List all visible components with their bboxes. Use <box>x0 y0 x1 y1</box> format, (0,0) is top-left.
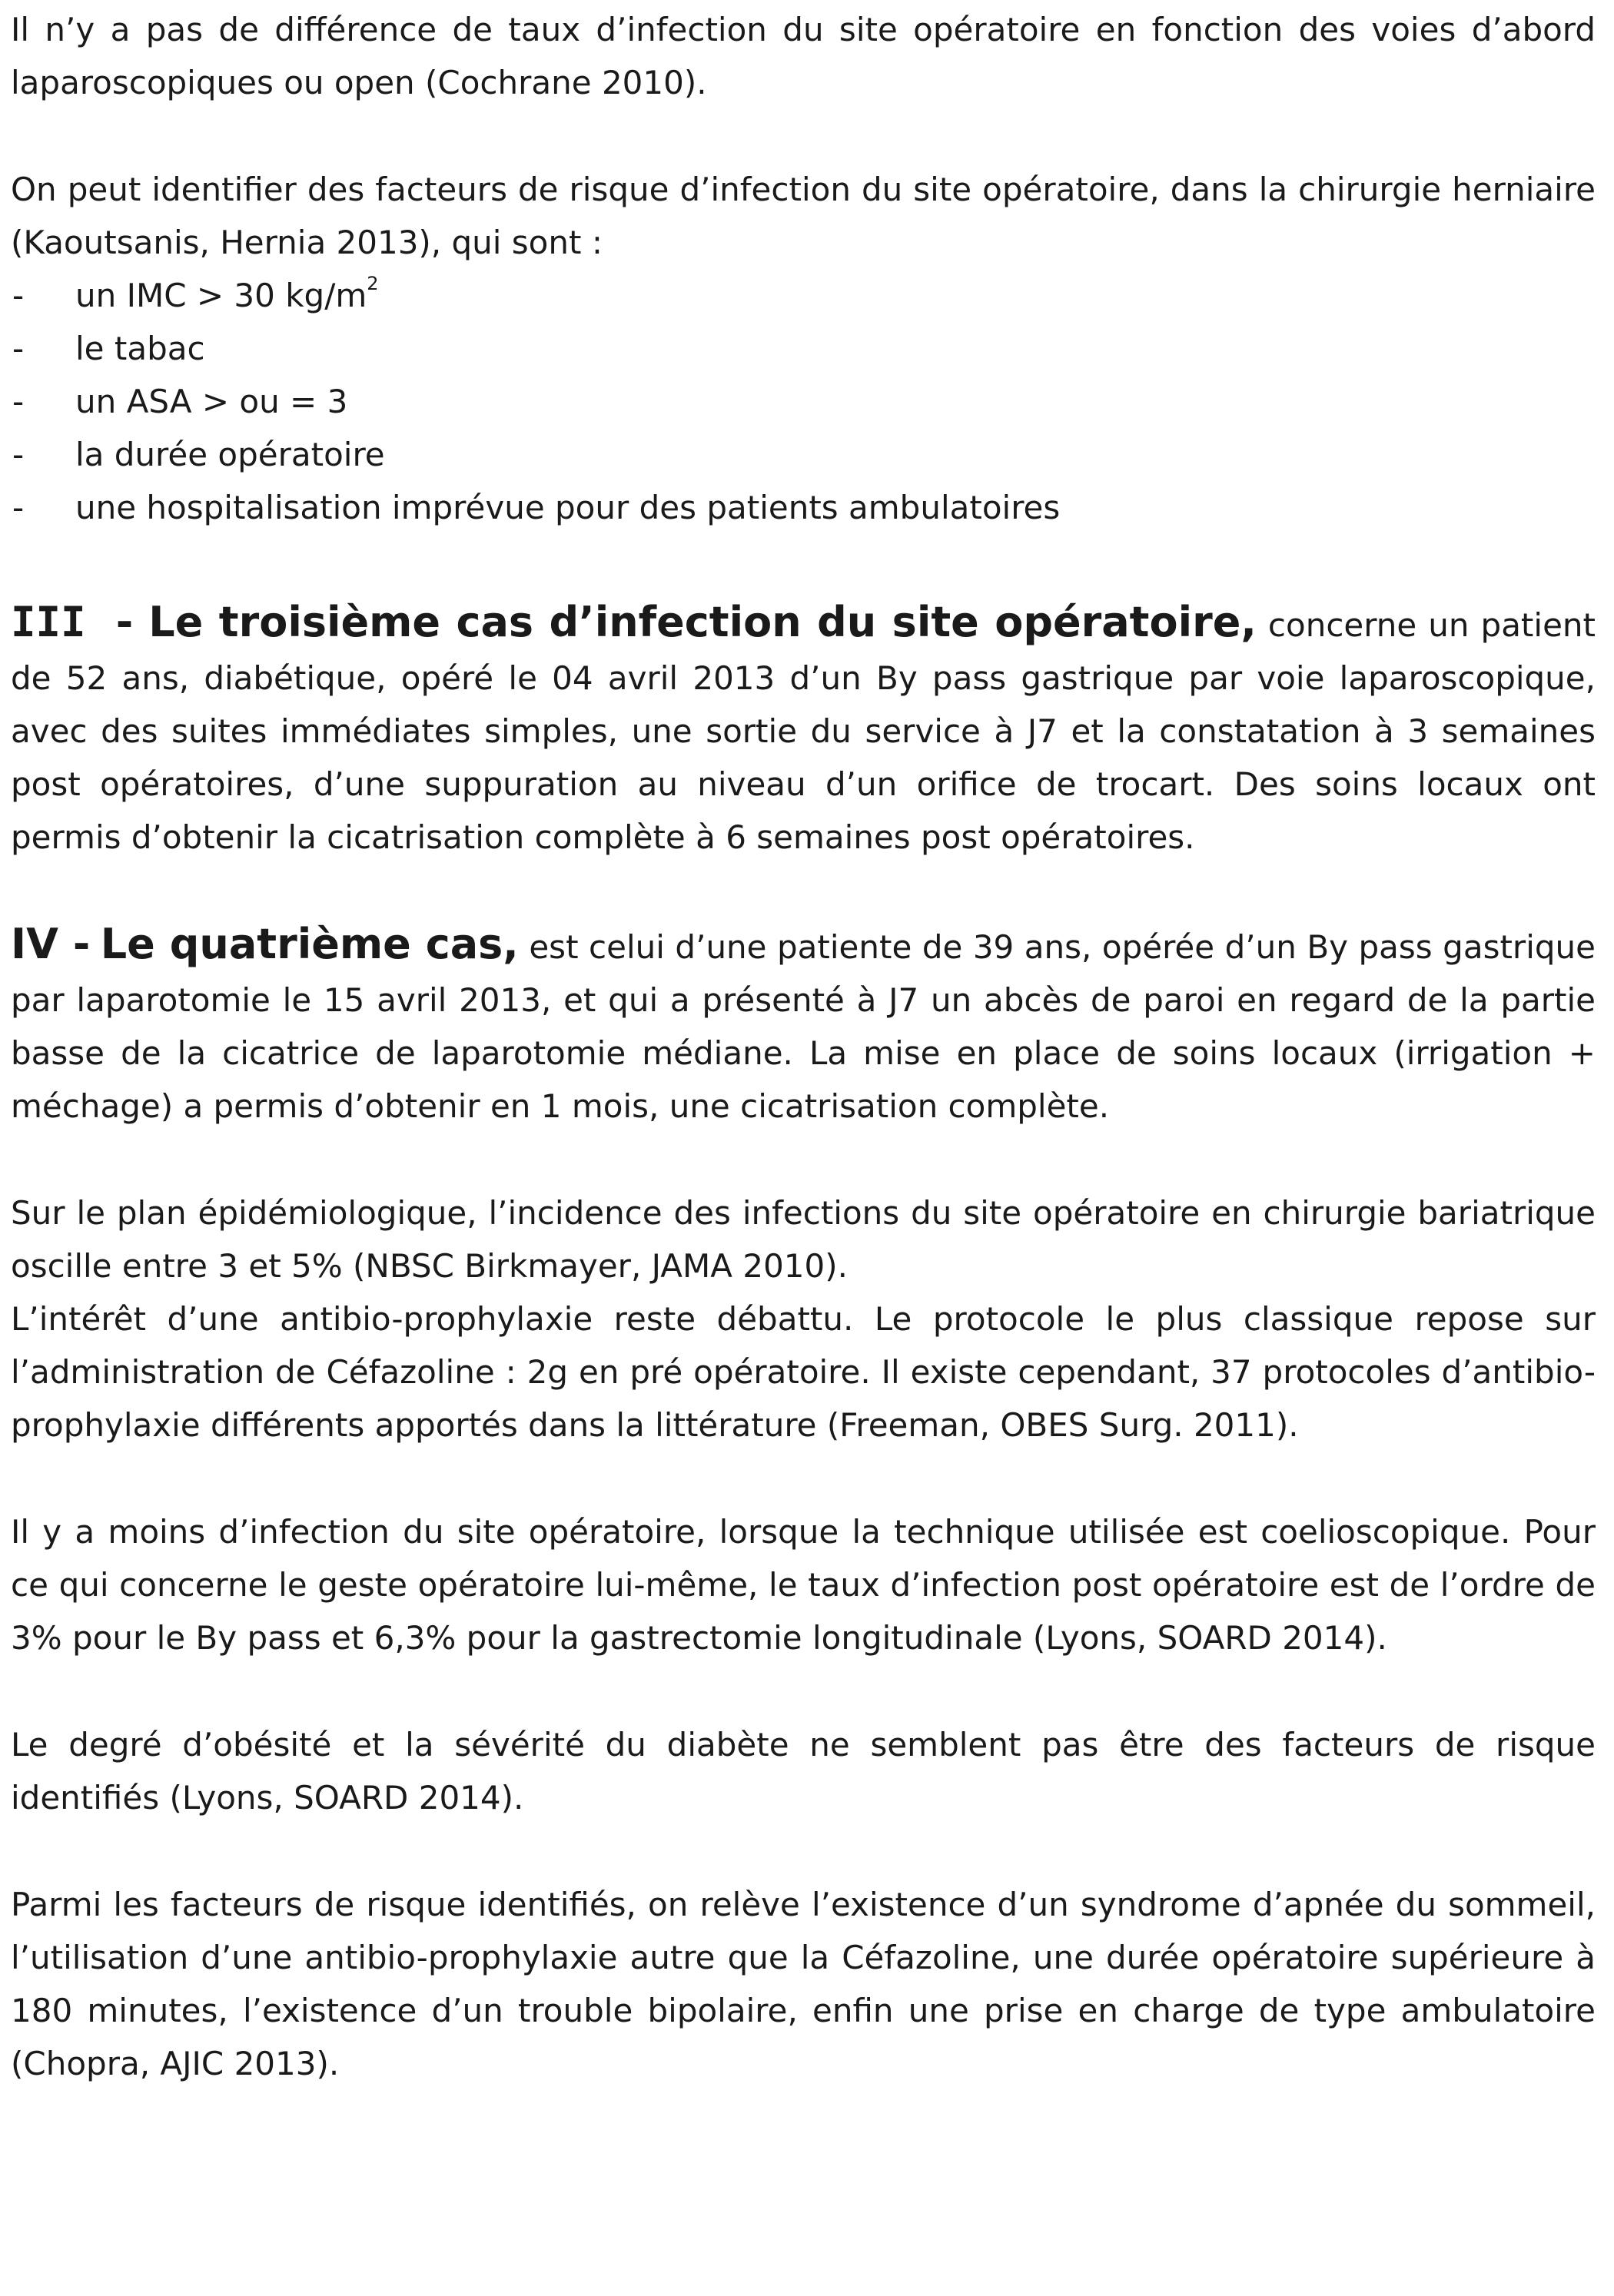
paragraph-identified-risk-factors: Parmi les facteurs de risque identifiés, on relève l’existence d’un syndrome d’apnée du sommeil, l’utilisation d’une antibio-prophylaxie autre que la Céfazoline, une durée opératoire supérieure à 180 minutes, l’existence d’un trouble bipolaire, enfin une prise en charge de type ambulatoire (Chopra, AJIC 2013). <box>11 1886 1596 2082</box>
risk-item-bmi: un IMC > 30 kg/m <box>75 277 367 314</box>
list-item <box>11 481 1596 534</box>
case-four-section <box>11 917 1596 1133</box>
case-four-text: est celui d’une patiente de 39 ans, opérée d’un By pass gastrique par laparotomie le 15 avril 2013, et qui a présenté à J7 un abcès de paroi en regard de la partie basse de la cicatrice de laparotomie médiane. La mise en place de soins locaux (irrigation + méchage) a permis d’obtenir en 1 mois, une cicatrisation complète. <box>11 928 1596 1125</box>
list-dash: - <box>12 330 25 367</box>
paragraph-antibioprophylaxis: L’intérêt d’une antibio-prophylaxie reste débattu. Le protocole le plus classique repose sur l’administration de Céfazoline : 2g en pré opératoire. Il existe cependant, 37 protocoles d’antibio-prophylaxie différents apportés dans la littérature (Freeman, OBES Surg. 2011). <box>11 1300 1596 1444</box>
risk-item-duration: la durée opératoire <box>75 436 385 473</box>
case-three-number: III - <box>11 598 138 646</box>
risk-item-hospitalisation: une hospitalisation imprévue pour des patients ambulatoires <box>75 489 1061 526</box>
paragraph-approach-comparison: Il n’y a pas de différence de taux d’infection du site opératoire en fonction des voies d’abord laparoscopiques ou open (Cochrane 2010). <box>11 11 1596 101</box>
list-item <box>11 428 1596 481</box>
list-item <box>11 375 1596 428</box>
paragraph-technique-rates: Il y a moins d’infection du site opératoire, lorsque la technique utilisée est coelioscopique. Pour ce qui concerne le geste opératoire lui-même, le taux d’infection post opératoire est de l’ordre de 3% pour le By pass et 6,3% pour la gastrectomie longitudinale (Lyons, SOARD 2014). <box>11 1513 1596 1657</box>
risk-item-bmi-exponent: 2 <box>367 273 379 294</box>
document-page <box>11 3 1596 2090</box>
hernia-risk-factor-list <box>11 269 1596 534</box>
case-three-text: concerne un patient de 52 ans, diabétique, opéré le 04 avril 2013 d’un By pass gastrique par voie laparoscopique, avec des suites immédiates simples, une sortie du service à J7 et la constatation à 3 semaines post opératoires, d’une suppuration au niveau d’un orifice de trocart. Des soins locaux ont permis d’obtenir la cicatrisation complète à 6 semaines post opératoires. <box>11 606 1596 856</box>
list-dash: - <box>12 489 25 526</box>
list-item <box>11 269 1596 322</box>
case-four-number: IV - <box>11 920 91 968</box>
list-item <box>11 322 1596 375</box>
risk-item-tobacco: le tabac <box>75 330 205 367</box>
list-dash: - <box>12 383 25 420</box>
paragraph-epidemiology: Sur le plan épidémiologique, l’incidence des infections du site opératoire en chirurgie bariatrique oscille entre 3 et 5% (NBSC Birkmayer, JAMA 2010). <box>11 1194 1596 1285</box>
case-three-heading: Le troisième cas d’infection du site opératoire, <box>148 598 1257 646</box>
case-three-section <box>11 596 1596 864</box>
list-dash: - <box>12 277 25 314</box>
case-four-heading: Le quatrième cas, <box>100 920 519 968</box>
list-dash: - <box>12 436 25 473</box>
risk-item-asa: un ASA > ou = 3 <box>75 383 348 420</box>
paragraph-non-risk-factors: Le degré d’obésité et la sévérité du diabète ne semblent pas être des facteurs de risque identifiés (Lyons, SOARD 2014). <box>11 1726 1596 1817</box>
paragraph-hernia-risk-intro: On peut identifier des facteurs de risque d’infection du site opératoire, dans la chirurgie herniaire (Kaoutsanis, Hernia 2013), qui sont : <box>11 171 1596 261</box>
